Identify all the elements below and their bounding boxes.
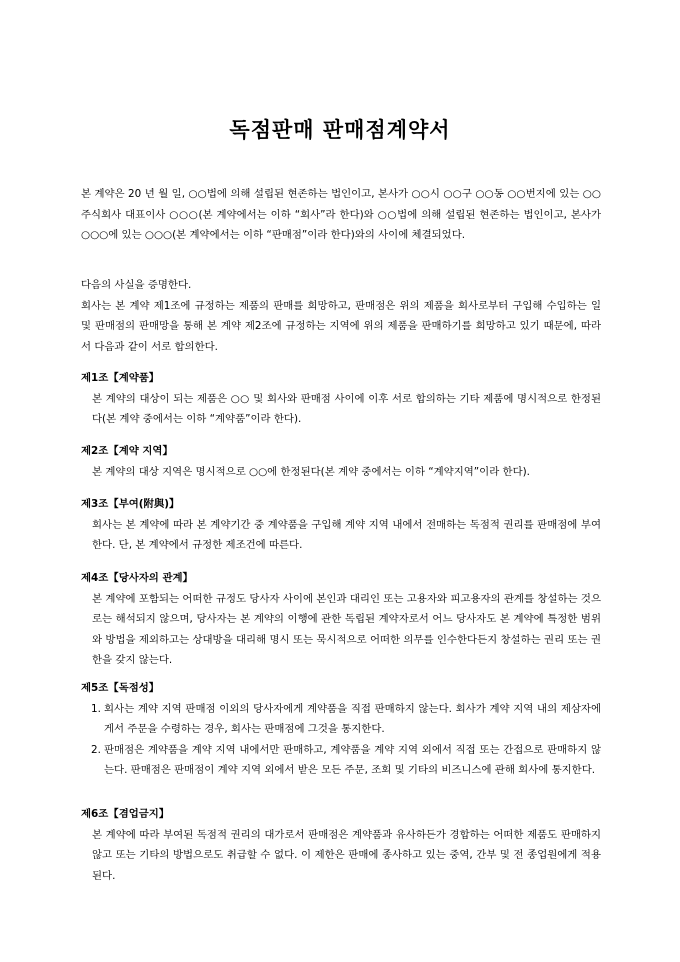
- article-2: [81, 441, 601, 482]
- article-6: [81, 804, 601, 886]
- article-body: 본 계약의 대상 지역은 명시적으로 ○○에 한정된다(본 계약 중에서는 이하 “계약지역”이라 한다).: [92, 465, 530, 478]
- article-body: 본 계약의 대상이 되는 제품은 ○○ 및 회사와 판매점 사이에 이후 서로 합의하는 기타 제품에 명시적으로 한정된다(본 계약 중에서는 이하 “계약품”이라 한다).: [92, 392, 601, 425]
- document-title: 독점판매 판매점계약서: [229, 118, 451, 142]
- recital-block: [81, 275, 601, 357]
- recital-text: 회사는 본 계약 제1조에 규정하는 제품의 판매를 희망하고, 판매점은 위의 제품을 회사로부터 구입해 수입하는 일 및 판매점의 판매망을 통해 본 계약 제2조에 규정하는 지역에 위의 제품을 판매하기를 희망하고 있기 때문에, 따라서 다음과 같이 서로 합의한다.: [81, 299, 601, 353]
- article-body: 회사는 본 계약에 따라 본 계약기간 중 계약품을 구입해 계약 지역 내에서 전매하는 독점적 권리를 판매점에 부여한다. 단, 본 계약에서 규정한 제조건에 따른다.: [92, 518, 601, 551]
- article-heading: 제6조【겸업금지】: [81, 808, 170, 820]
- list-text: 판매점은 계약품을 계약 지역 내에서만 판매하고, 계약품을 계약 지역 외에서 직접 또는 간접으로 판매하지 않는다. 판매점은 판매점이 계약 지역 외에서 받은 모든 주문, 조회 및 기타의 비즈니스에 관해 회사에 통지한다.: [104, 743, 601, 776]
- article-5: [81, 678, 601, 781]
- article-heading: 제4조【당사자의 관계】: [81, 572, 193, 584]
- list-number: 1.: [91, 702, 101, 715]
- article-list: [81, 699, 601, 781]
- list-item: [81, 740, 601, 781]
- preamble-text: 본 계약은 20 년 월 일, ○○법에 의해 설립된 현존하는 법인이고, 본사가 ○○시 ○○구 ○○동 ○○번지에 있는 ○○주식회사 대표이사 ○○○(본 계약에서는 이하 “회사”라 한다)와 ○○법에 의해 설립된 현존하는 법인이고, 본사가 ○○○에 있는 ○○○(본 계약에서는 이하 “판매점”이라 한다)와의 사이에 체결되었다.: [81, 188, 601, 241]
- article-3: [81, 494, 601, 556]
- article-heading: 제1조【계약품】: [81, 372, 160, 384]
- recital-intro: 다음의 사실을 증명한다.: [81, 279, 192, 291]
- article-heading: 제3조【부여(附與)】: [81, 498, 180, 510]
- list-number: 2.: [91, 743, 101, 756]
- article-1: [81, 368, 601, 430]
- article-heading: 제2조【계약 지역】: [81, 445, 173, 457]
- article-4: [81, 568, 601, 671]
- list-item: [81, 699, 601, 740]
- preamble-block: [81, 184, 601, 246]
- list-text: 회사는 계약 지역 판매점 이외의 당사자에게 계약품을 직접 판매하지 않는다. 회사가 계약 지역 내의 제삼자에게서 주문을 수령하는 경우, 회사는 판매점에 그것을 통지한다.: [104, 702, 601, 735]
- article-body: 본 계약에 따라 부여된 독점적 권리의 대가로서 판매점은 계약품과 유사하든가 경합하는 어떠한 제품도 판매하지 않고 또는 기타의 방법으로도 취급할 수 없다. 이 제한은 판매에 종사하고 있는 중역, 간부 및 전 종업원에게 적용된다.: [92, 828, 601, 882]
- article-heading: 제5조【독점성】: [81, 682, 160, 694]
- article-body: 본 계약에 포함되는 어떠한 규정도 당사자 사이에 본인과 대리인 또는 고용자와 피고용자의 관계를 창설하는 것으로는 해석되지 않으며, 당사자는 본 계약의 이행에 관한 독립된 계약자로서 어느 당사자도 본 계약에 특정한 범위와 방법을 제외하고는 상대방을 대리해 명시 또는 묵시적으로 어떠한 의무를 인수한다든지 창설하는 권리 또는 권한을 갖지 않는다.: [92, 592, 601, 666]
